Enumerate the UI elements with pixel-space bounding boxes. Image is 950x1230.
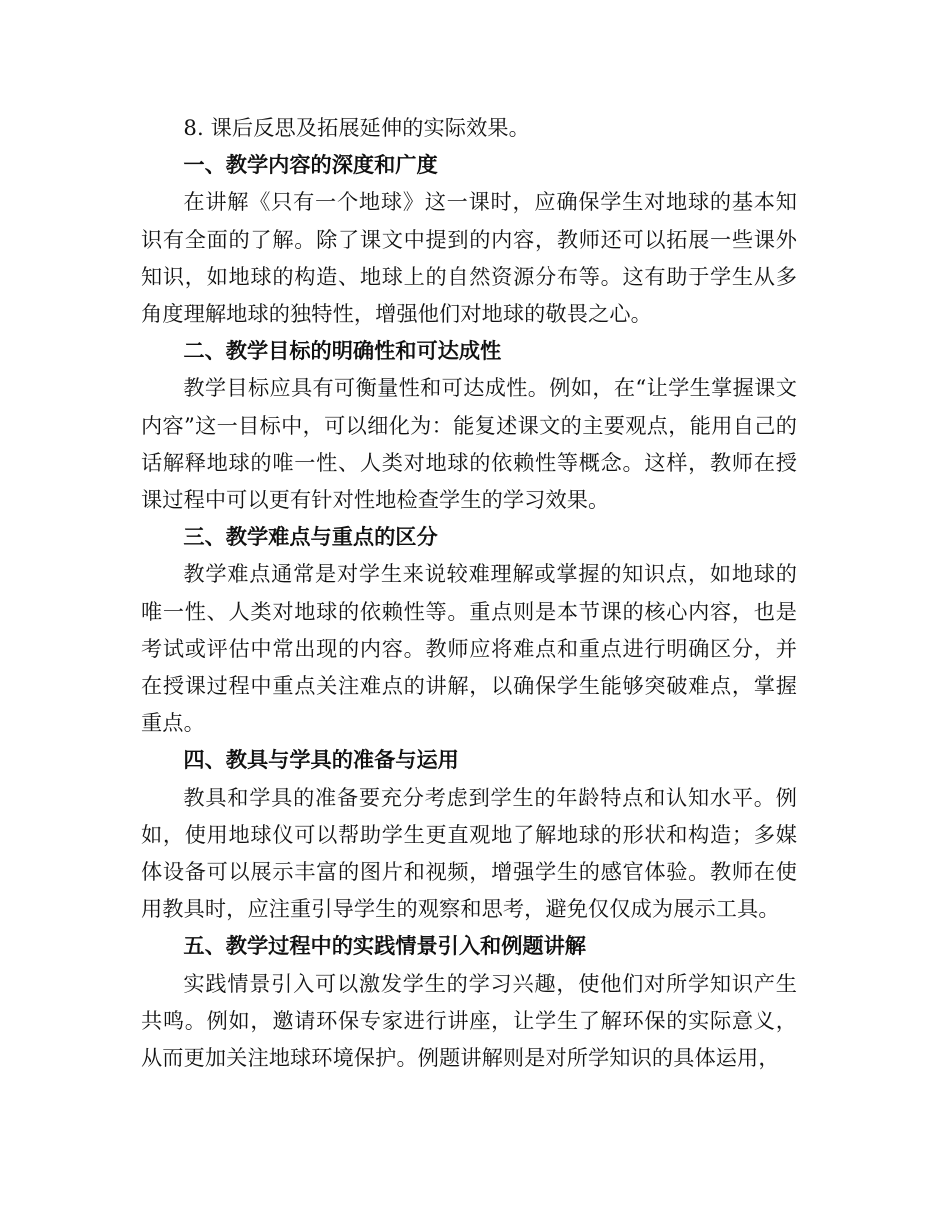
- section-heading-3: 三、教学难点与重点的区分: [183, 524, 438, 550]
- section-heading-2: 二、教学目标的明确性和可达成性: [183, 338, 502, 364]
- section-body-1: 在讲解《只有一个地球》这一课时，应确保学生对地球的基本知识有全面的了解。除了课文中提到的内容，教师还可以拓展一些课外知识，如地球的构造、地球上的自然资源分布等。这有助于学生从多角度理解地球的独特性，增强他们对地球的敬畏之心。: [141, 189, 797, 327]
- section-body-4: 教具和学具的准备要充分考虑到学生的年龄特点和认知水平。例如，使用地球仪可以帮助学生更直观地了解地球的形状和构造；多媒体设备可以展示丰富的图片和视频，增强学生的感官体验。教师在使用教具时，应注重引导学生的观察和思考，避免仅仅成为展示工具。: [141, 784, 797, 922]
- document-body: [141, 109, 797, 1076]
- intro-line: 8. 课后反思及拓展延伸的实际效果。: [183, 115, 530, 140]
- section-body-2: 教学目标应具有可衡量性和可达成性。例如，在“让学生掌握课文内容”这一目标中，可以细化为：能复述课文的主要观点，能用自己的话解释地球的唯一性、人类对地球的依赖性等概念。这样，教师在授课过程中可以更有针对性地检查学生的学习效果。: [141, 375, 797, 513]
- section-body-3: 教学难点通常是对学生来说较难理解或掌握的知识点，如地球的唯一性、人类对地球的依赖性等。重点则是本节课的核心内容，也是考试或评估中常出现的内容。教师应将难点和重点进行明确区分，并在授课过程中重点关注难点的讲解，以确保学生能够突破难点，掌握重点。: [141, 561, 797, 736]
- section-body-5: 实践情景引入可以激发学生的学习兴趣，使他们对所学知识产生共鸣。例如，邀请环保专家进行讲座，让学生了解环保的实际意义，从而更加关注地球环境保护。例题讲解则是对所学知识的具体运用，: [141, 970, 797, 1071]
- section-heading-5: 五、教学过程中的实践情景引入和例题讲解: [183, 933, 586, 959]
- section-heading-4: 四、教具与学具的准备与运用: [183, 747, 459, 773]
- section-heading-1: 一、教学内容的深度和广度: [183, 152, 438, 178]
